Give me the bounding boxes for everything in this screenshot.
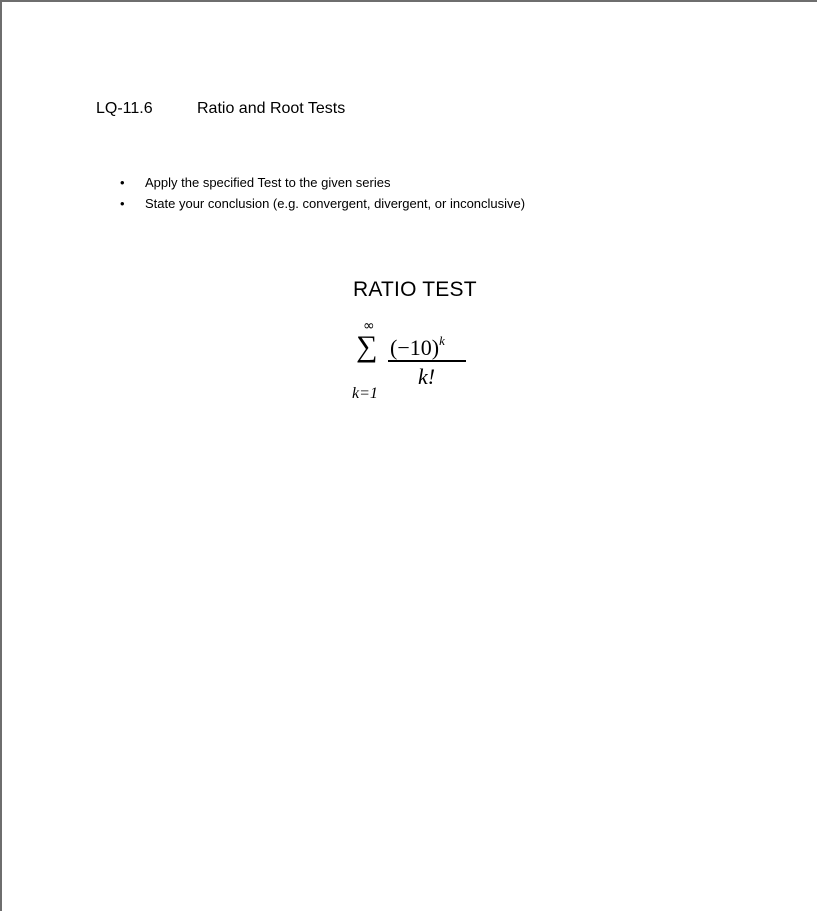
page-border-top [0,0,817,2]
series-formula [348,318,478,408]
document-header [96,99,345,119]
fraction-denominator: k! [418,364,436,389]
instruction-item [118,193,525,214]
page-border-left [0,0,2,911]
instruction-text: Apply the specified Test to the given series [145,175,391,190]
bullet-icon: • [120,175,125,190]
instruction-text: State your conclusion (e.g. convergent, divergent, or inconclusive) [145,196,526,211]
fraction-bar [388,360,466,362]
instruction-list [118,172,525,214]
numerator-base: (−10) [390,335,440,360]
instruction-item [118,172,525,193]
bullet-icon: • [120,196,125,211]
numerator-exponent: k [439,333,445,348]
lesson-code: LQ-11.6 [96,100,153,117]
sum-lower-limit: k=1 [352,385,378,402]
fraction-numerator [390,328,445,361]
sum-upper-limit: ∞ [363,318,375,334]
sigma-icon: ∑ [356,330,378,363]
lesson-title: Ratio and Root Tests [197,100,346,117]
test-title: RATIO TEST [353,278,477,301]
